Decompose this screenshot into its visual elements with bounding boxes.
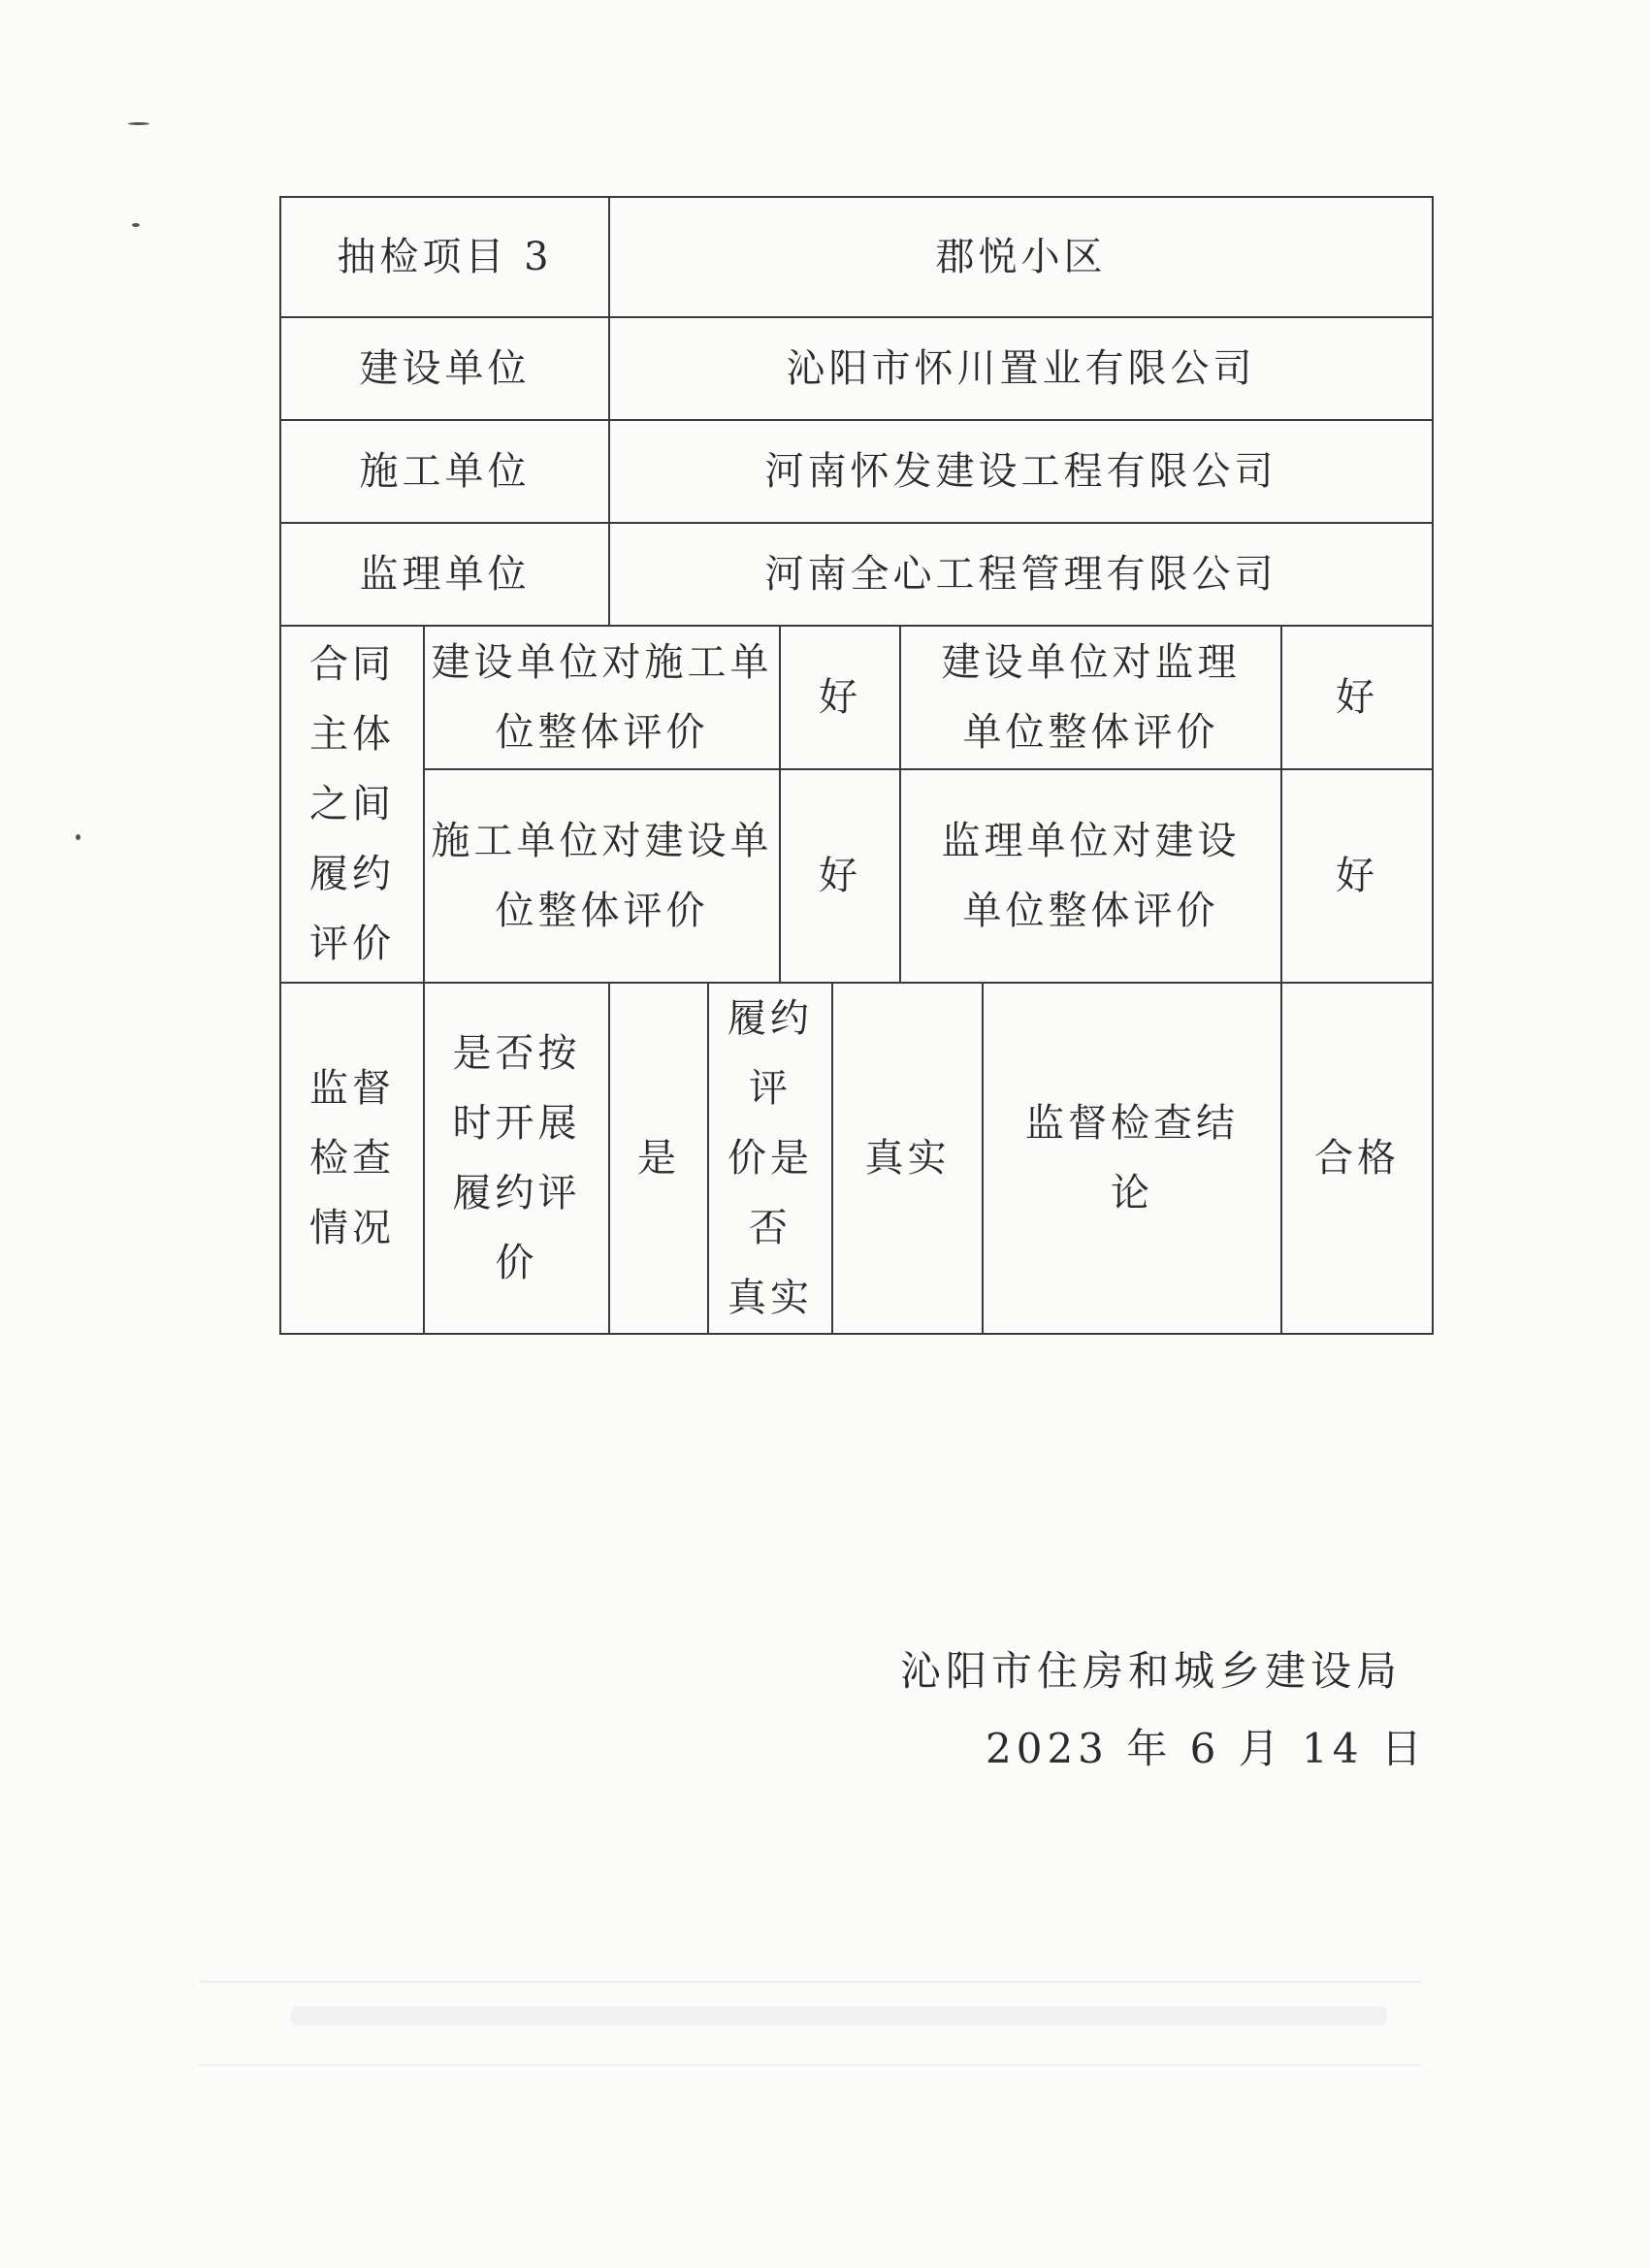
eval-supervisor-on-build-label: 监理单位对建设 单位整体评价 xyxy=(900,769,1281,983)
faded-footer-text xyxy=(291,2006,1387,2025)
truthful-eval-answer: 真实 xyxy=(832,983,983,1334)
conclusion-value: 合格 xyxy=(1281,983,1433,1334)
construction-unit-label: 建设单位 xyxy=(280,317,609,420)
project-row xyxy=(280,197,1433,317)
scan-speck xyxy=(132,223,140,227)
eval-contractor-on-build-label: 施工单位对建设单 位整体评价 xyxy=(424,769,780,983)
project-value: 郡悦小区 xyxy=(609,197,1433,317)
supervision-row xyxy=(280,983,1433,1334)
supervisor-unit-label: 监理单位 xyxy=(280,523,609,626)
construction-unit-value: 沁阳市怀川置业有限公司 xyxy=(609,317,1433,420)
construction-unit-row xyxy=(280,317,1433,420)
eval-supervisor-on-build-result: 好 xyxy=(1281,769,1433,983)
project-label: 抽检项目 3 xyxy=(280,197,609,317)
contract-eval-row-2 xyxy=(280,769,1433,983)
eval-build-on-supervisor-result: 好 xyxy=(1281,626,1433,769)
contract-eval-row-1 xyxy=(280,626,1433,769)
supervisor-unit-value: 河南全心工程管理有限公司 xyxy=(609,523,1433,626)
contractor-unit-row xyxy=(280,420,1433,523)
timely-eval-question: 是否按 时开展 履约评 价 xyxy=(424,983,609,1334)
supervisor-unit-row xyxy=(280,523,1433,626)
faded-footer-rule-top xyxy=(199,1981,1421,1983)
faded-footer-rule-bottom xyxy=(199,2064,1421,2066)
timely-eval-answer: 是 xyxy=(609,983,708,1334)
contract-eval-label: 合同 主体 之间 履约 评价 xyxy=(280,626,424,983)
issue-date: 2023 年 6 月 14 日 xyxy=(986,1725,1427,1772)
eval-build-on-contractor-label: 建设单位对施工单 位整体评价 xyxy=(424,626,780,769)
supervision-label: 监督 检查 情况 xyxy=(280,983,424,1334)
contractor-unit-label: 施工单位 xyxy=(280,420,609,523)
inspection-table xyxy=(279,196,1434,1335)
scan-speck xyxy=(128,122,149,125)
eval-contractor-on-build-result: 好 xyxy=(780,769,900,983)
conclusion-label: 监督检查结 论 xyxy=(983,983,1281,1334)
eval-build-on-contractor-result: 好 xyxy=(780,626,900,769)
issuer-name: 沁阳市住房和城乡建设局 xyxy=(900,1647,1403,1695)
eval-build-on-supervisor-label: 建设单位对监理 单位整体评价 xyxy=(900,626,1281,769)
scan-speck xyxy=(76,834,81,840)
truthful-eval-question: 履约评 价是否 真实 xyxy=(708,983,832,1334)
contractor-unit-value: 河南怀发建设工程有限公司 xyxy=(609,420,1433,523)
